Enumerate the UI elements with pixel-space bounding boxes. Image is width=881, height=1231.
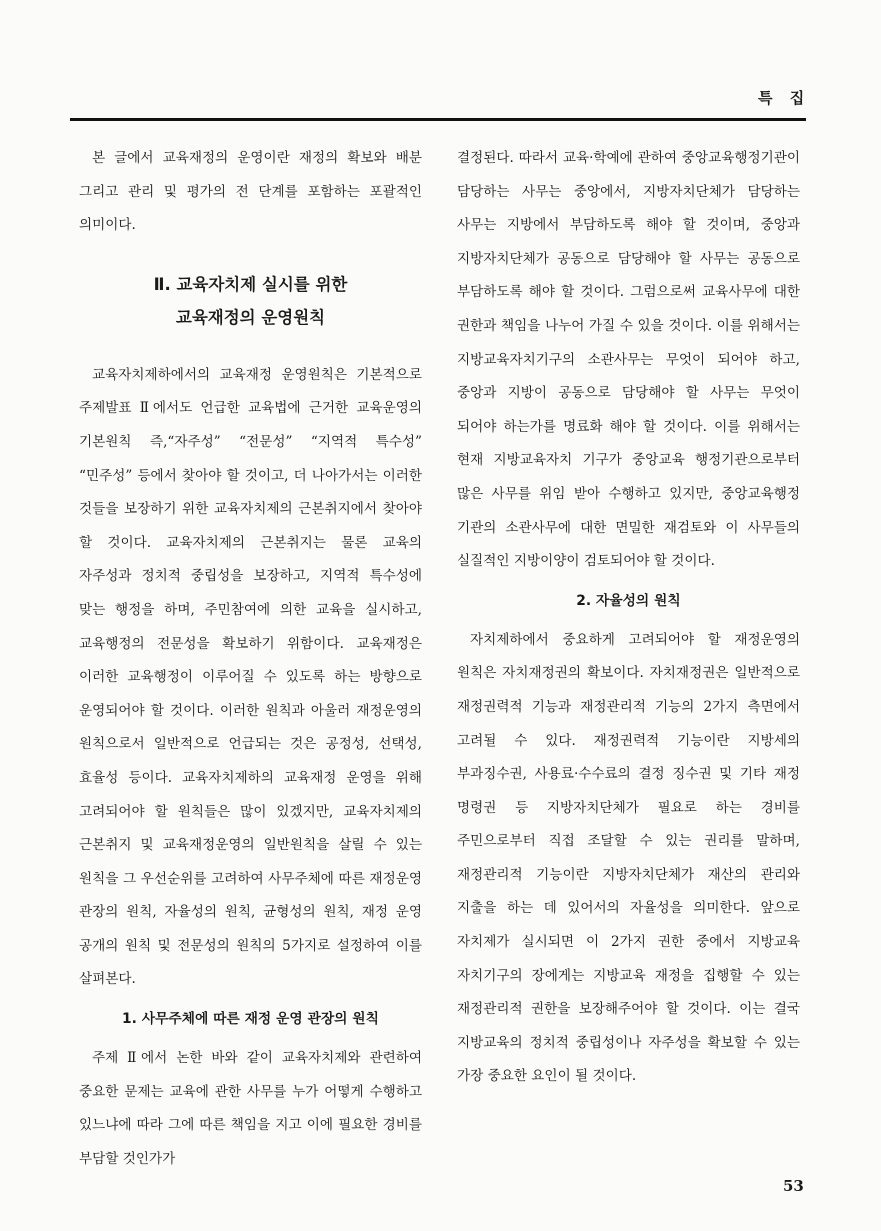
subsection-heading-2: 2. 자율성의 원칙: [576, 592, 681, 609]
subsection-heading-1: 1. 사무주체에 따른 재정 운영 관장의 원칙: [122, 1011, 379, 1028]
page-number: 53: [783, 1177, 804, 1195]
section-heading: [79, 243, 422, 359]
body-paragraph-3: 결정된다. 따라서 교육·학예에 관하여 중앙교육행정기관이 담당하는 사무는 중앙에서, 지방자치단체가 담당하는 사무는 지방에서 부담하도록 해야 할 것이며, 중앙과 지방자치단체가 공동으로 담당해야 할 사무는 공동으로 부담하도록 해야 할 것이다. 그럼으로써 교육사무에 대한 권한과 책임을 나누어 가질 수 있을 것이다. 이를 위해서는 지방교육자치기구의 소관사무는 무엇이 되어야 하고, 중앙과 지방이 공동으로 담당해야 할 사무는 무엇이 되어야 하는가를 명료화 해야 할 것이다. 이를 위해서는 현재 지방교육자치 기구가 중앙교육 행정기관으로부터 많은 사무를 위임 받아 수행하고 있지만, 중앙교육행정 기관의 소관사무에 대한 면밀한 재검토와 이 사무들의 실질적인 지방이양이 검토되어야 할 것이다.: [457, 150, 800, 570]
body-paragraph-4: 자치제하에서 중요하게 고려되어야 할 재정운영의 원칙은 자치재정권의 확보이다. 자치재정권은 일반적으로 재정권력적 기능과 재정관리적 기능의 2가지 측면에서 고려될 수 있다. 재정권력적 기능이란 지방세의 부과징수권, 사용료·수수료의 결정 징수권 및 기타 재정 명령권 등 지방자치단체가 필요로 하는 경비를 주민으로부터 직접 조달할 수 있는 권리를 말하며, 재정관리적 기능이란 지방자치단체가 재산의 관리와 지출을 하는 데 있어서의 자율성을 의미한다. 앞으로 자치제가 실시되면 이 2가지 권한 중에서 지방교육 자치기구의 장에게는 지방교육 재정을 집행할 수 있는 재정관리적 권한을 보장해주어야 할 것이다. 이는 결국 지방교육의 정치적 중립성이나 자주성을 확보할 수 있는 가장 중요한 요인이 될 것이다.: [457, 631, 800, 1085]
section-heading-line2: 교육재정의 운영원칙: [175, 307, 326, 327]
left-column: [79, 142, 422, 1176]
header-rule: [70, 118, 806, 121]
intro-paragraph: 본 글에서 교육재정의 운영이란 재정의 확보와 배분 그리고 관리 및 평가의 전 단계를 포함하는 포괄적인 의미이다.: [79, 150, 422, 234]
body-paragraph-1: 교육자치제하에서의 교육재정 운영원칙은 기본적으로 주제발표 Ⅱ에서도 언급한 교육법에 근거한 교육운영의 기본원칙 즉,“자주성” “전문성” “지역적 특수성” “민주성” 등에서 찾아야 할 것이고, 더 나아가서는 이러한 것들을 보장하기 위한 교육자치제의 근본취지에서 찾아야 할 것이다. 교육자치제의 근본취지는 물론 교육의 자주성과 정치적 중립성을 보장하고, 지역적 특수성에 맞는 행정을 하며, 주민참여에 의한 교육을 실시하고, 교육행정의 전문성을 확보하기 위함이다. 교육재정은 이러한 교육행정이 이루어질 수 있도록 하는 방향으로 운영되어야 할 것이다. 이러한 원칙과 아울러 재정운영의 원칙으로서 일반적으로 언급되는 것은 공정성, 선택성, 효율성 등이다. 교육자치제하의 교육재정 운영을 위해 고려되어야 할 원칙들은 많이 있겠지만, 교육자치제의 근본취지 및 교육재정운영의 일반원칙을 살릴 수 있는 원칙을 그 우선순위를 고려하여 사무주체에 따른 재정운영 관장의 원칙, 자율성의 원칙, 균형성의 원칙, 재정 운영 공개의 원칙 및 전문성의 원칙의 5가지로 설정하여 이를 살펴본다.: [79, 366, 422, 988]
section-heading-line1: Ⅱ. 교육자치제 실시를 위한: [153, 274, 348, 294]
right-column: [457, 142, 800, 1094]
body-paragraph-2: 주제 Ⅱ에서 논한 바와 같이 교육자치제와 관련하여 중요한 문제는 교육에 관한 사무를 누가 어떻게 수행하고 있느냐에 따라 그에 따른 책임을 지고 이에 필요한 경비를 부담할 것인가가: [79, 1050, 422, 1167]
section-label: 특 집: [758, 89, 811, 107]
